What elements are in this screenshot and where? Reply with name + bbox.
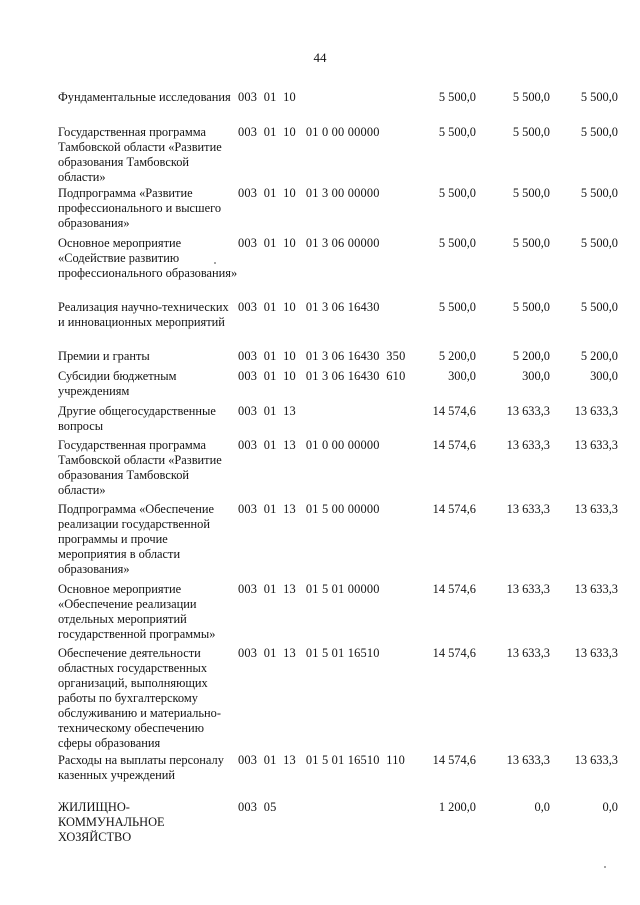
row-code: 003 01 13: [238, 404, 296, 418]
row-value-1: 5 500,0: [438, 186, 476, 200]
row-value-3: 13 633,3: [574, 438, 618, 452]
row-code: 003 01 13 01 5 01 16510 110: [238, 753, 406, 767]
row-value-2: 5 500,0: [512, 300, 550, 314]
row-name: Премии и гранты: [58, 349, 150, 363]
row-value-1: 14 574,6: [432, 404, 476, 418]
row-value-1: 5 200,0: [438, 349, 476, 363]
row-name: Обеспечение деятельности областных государственных организаций, выполняющих работы по бухгалтерскому обслуживанию и материально-техническому обеспечению сферы образования: [58, 646, 222, 750]
row-value-2: 5 500,0: [512, 90, 550, 104]
row-value-2: 13 633,3: [506, 753, 550, 767]
row-value-2: 13 633,3: [506, 582, 550, 596]
row-name: Фундаментальные исследования: [58, 90, 231, 104]
row-value-1: 14 574,6: [432, 502, 476, 516]
row-value-2: 0,0: [534, 800, 550, 814]
row-code: 003 01 10 01 3 06 00000: [238, 236, 380, 250]
row-value-3: 13 633,3: [574, 404, 618, 418]
row-name: Основное мероприятие «Содействие развитию профессионального образования»: [58, 236, 238, 280]
row-value-3: 13 633,3: [574, 646, 618, 660]
row-value-1: 5 500,0: [438, 90, 476, 104]
row-value-2: 5 500,0: [512, 186, 550, 200]
row-value-2: 13 633,3: [506, 502, 550, 516]
scan-speck: [604, 866, 606, 868]
row-code: 003 01 13 01 5 01 16510: [238, 646, 380, 660]
row-value-2: 13 633,3: [506, 646, 550, 660]
row-code: 003 01 10: [238, 90, 296, 104]
row-value-3: 13 633,3: [574, 502, 618, 516]
row-value-3: 5 200,0: [580, 349, 618, 363]
row-code: 003 01 13 01 5 01 00000: [238, 582, 380, 596]
row-value-1: 14 574,6: [432, 753, 476, 767]
row-value-1: 14 574,6: [432, 646, 476, 660]
row-code: 003 01 13 01 0 00 00000: [238, 438, 380, 452]
row-name: Реализация научно-технических и инновационных мероприятий: [58, 300, 229, 329]
row-code: 003 01 10 01 3 06 16430 610: [238, 369, 406, 383]
row-code: 003 01 13 01 5 00 00000: [238, 502, 380, 516]
row-value-2: 13 633,3: [506, 404, 550, 418]
row-code: 003 01 10 01 3 06 16430: [238, 300, 380, 314]
row-value-1: 1 200,0: [438, 800, 476, 814]
row-name: Государственная программа Тамбовской области «Развитие образования Тамбовской области»: [58, 438, 222, 497]
row-code: 003 05: [238, 800, 277, 814]
row-name: Государственная программа Тамбовской области «Развитие образования Тамбовской области»: [58, 125, 222, 184]
row-value-2: 5 500,0: [512, 125, 550, 139]
row-value-3: 5 500,0: [580, 236, 618, 250]
row-name: ЖИЛИЩНО-КОММУНАЛЬНОЕ ХОЗЯЙСТВО: [58, 800, 165, 844]
row-value-1: 14 574,6: [432, 438, 476, 452]
row-value-1: 5 500,0: [438, 236, 476, 250]
row-value-1: 14 574,6: [432, 582, 476, 596]
row-code: 003 01 10 01 3 06 16430 350: [238, 349, 406, 363]
row-value-3: 5 500,0: [580, 300, 618, 314]
row-name: Расходы на выплаты персоналу казенных учреждений: [58, 753, 224, 782]
row-value-2: 300,0: [522, 369, 550, 383]
row-value-3: 13 633,3: [574, 753, 618, 767]
scan-speck: [214, 262, 216, 264]
row-code: 003 01 10 01 3 00 00000: [238, 186, 380, 200]
row-value-3: 5 500,0: [580, 90, 618, 104]
row-value-1: 5 500,0: [438, 300, 476, 314]
row-name: Подпрограмма «Обеспечение реализации государственной программы и прочие мероприятия в области образования»: [58, 502, 214, 576]
page-number: 44: [313, 50, 327, 65]
row-value-3: 0,0: [602, 800, 618, 814]
row-value-3: 5 500,0: [580, 125, 618, 139]
row-name: Субсидии бюджетным учреждениям: [58, 369, 177, 398]
row-value-1: 300,0: [448, 369, 476, 383]
row-value-2: 13 633,3: [506, 438, 550, 452]
row-code: 003 01 10 01 0 00 00000: [238, 125, 380, 139]
row-value-1: 5 500,0: [438, 125, 476, 139]
row-value-3: 13 633,3: [574, 582, 618, 596]
row-name: Другие общегосударственные вопросы: [58, 404, 216, 433]
row-value-3: 5 500,0: [580, 186, 618, 200]
row-name: Подпрограмма «Развитие профессионального и высшего образования»: [58, 186, 222, 230]
row-value-2: 5 500,0: [512, 236, 550, 250]
row-value-2: 5 200,0: [512, 349, 550, 363]
row-name: Основное мероприятие «Обеспечение реализации отдельных мероприятий государственной программы»: [58, 582, 216, 641]
row-value-3: 300,0: [590, 369, 618, 383]
